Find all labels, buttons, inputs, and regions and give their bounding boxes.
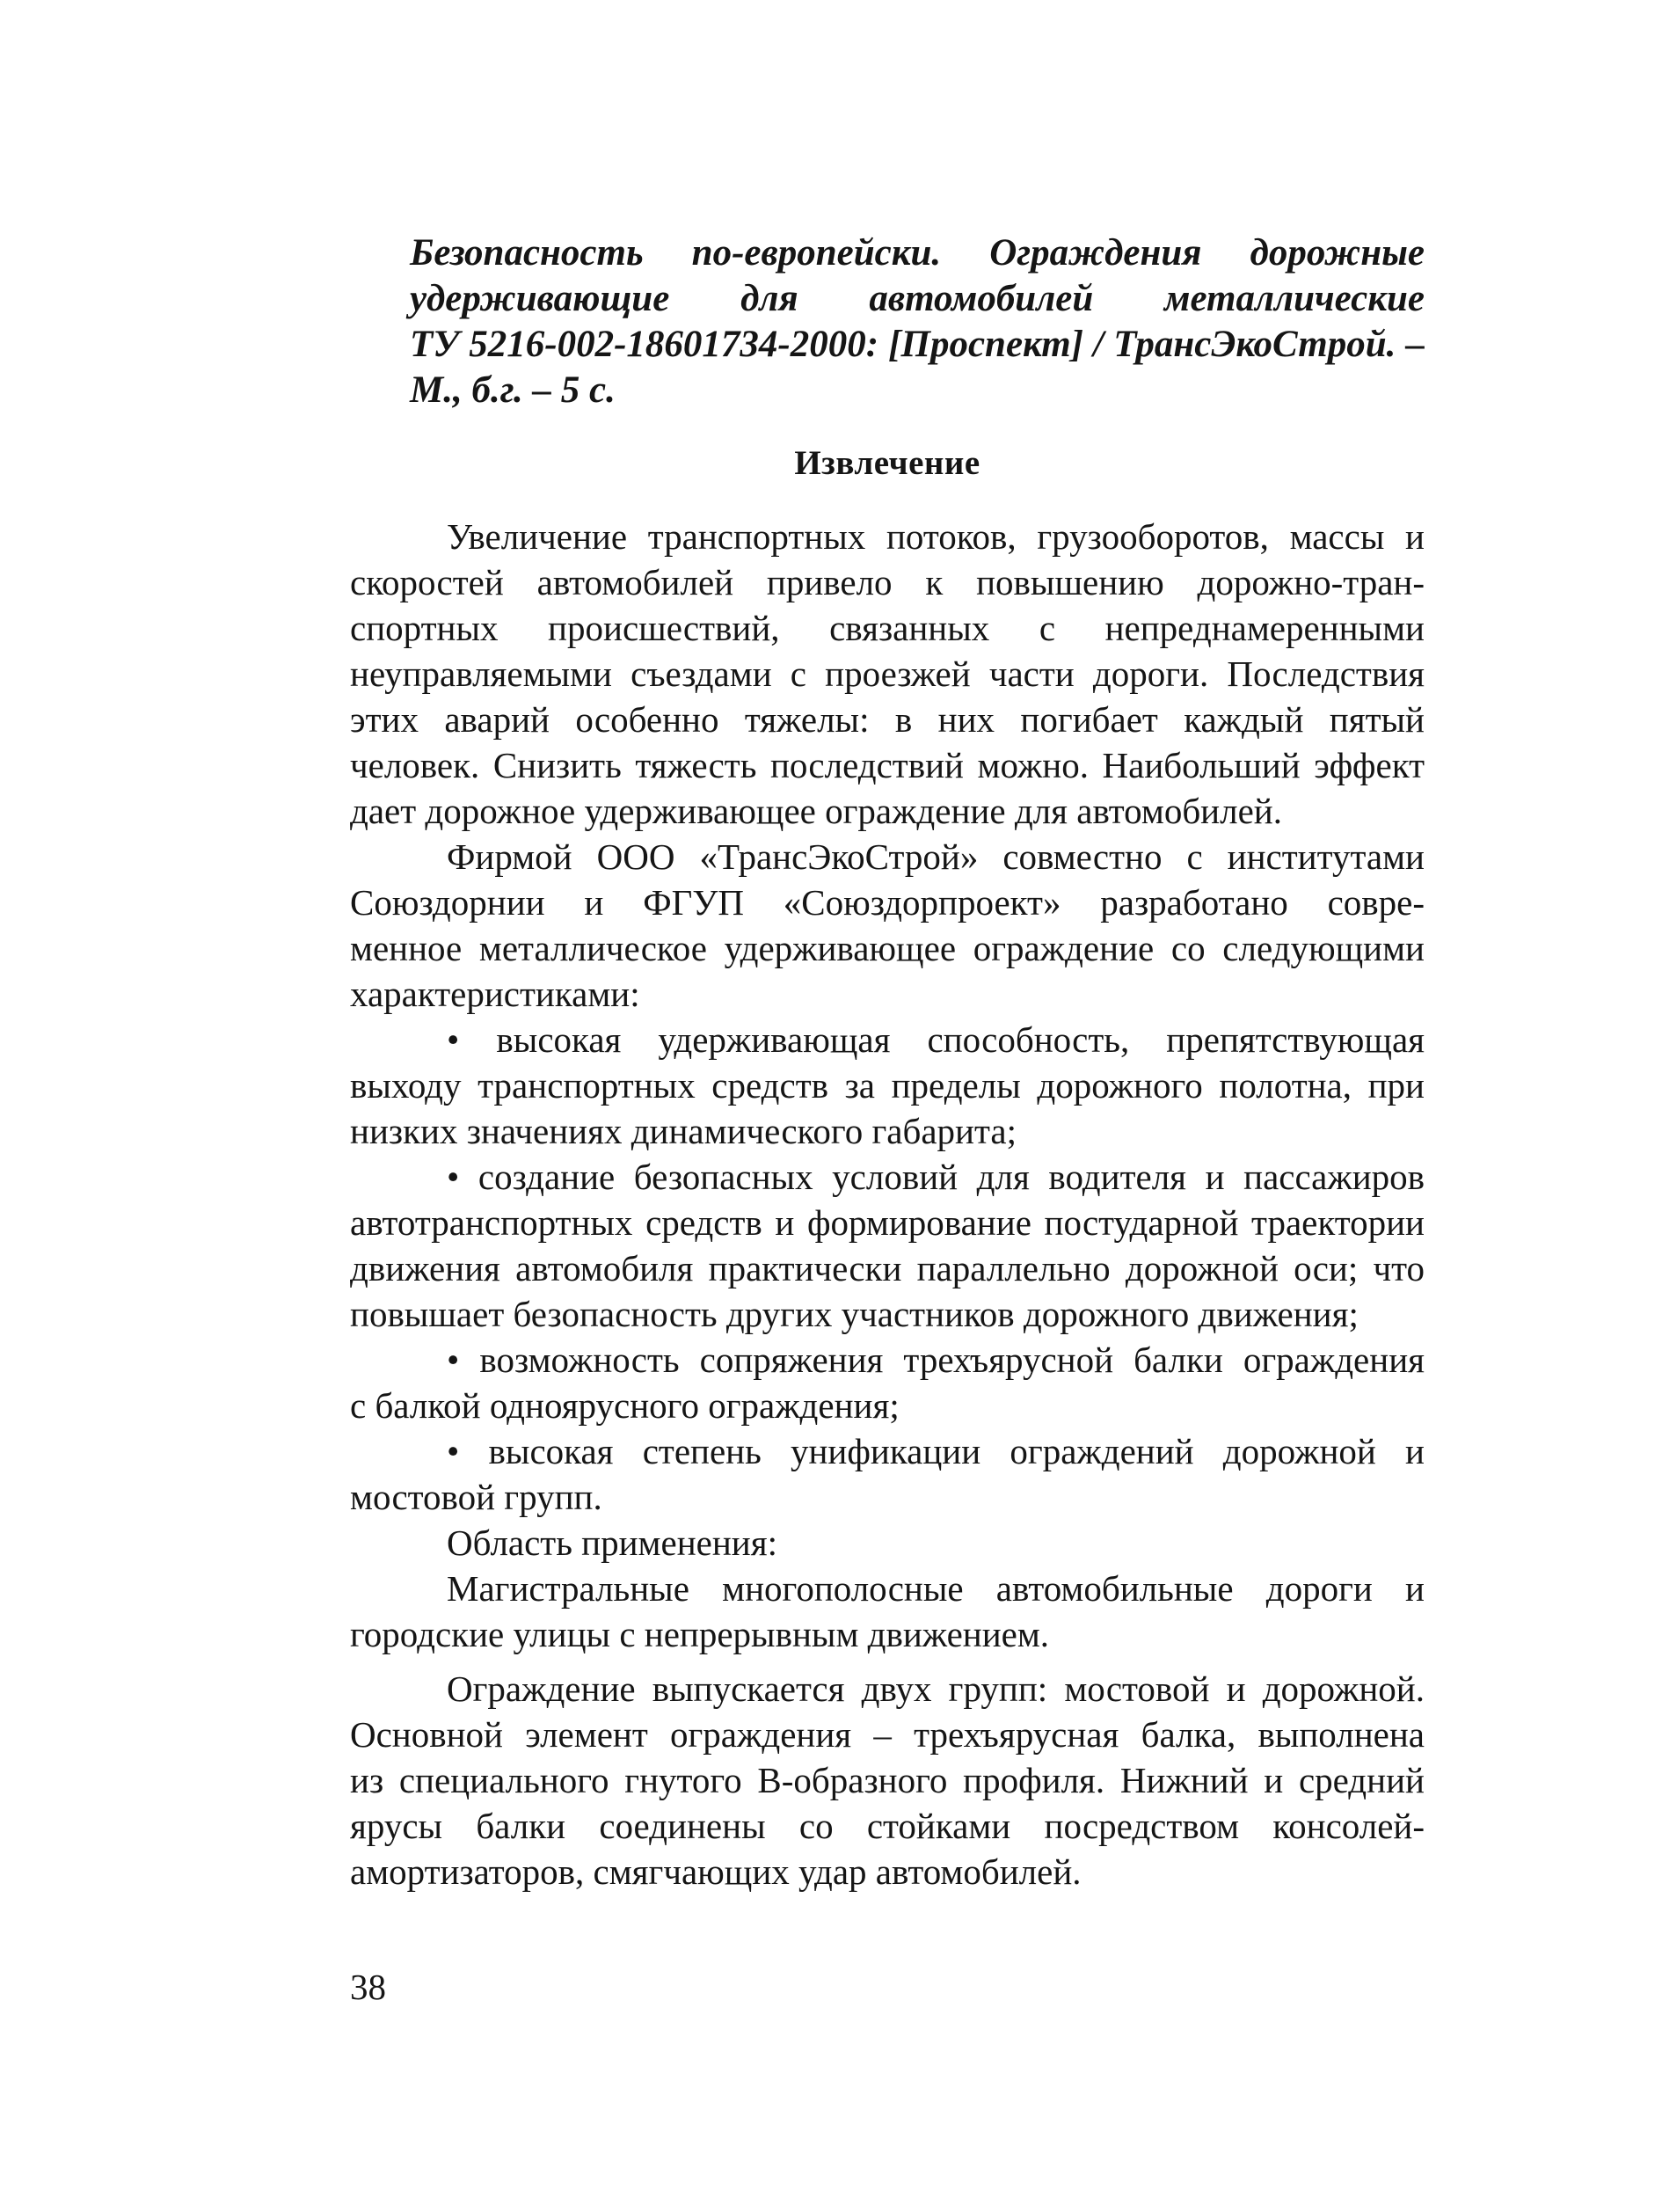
text-line: скоростей автомобилей привело к повышению дорожно-тран- bbox=[350, 562, 1425, 602]
text-line: дает дорожное удерживающее ограждение для автомобилей. bbox=[350, 791, 1282, 831]
citation-line: удерживающие для автомобилей металлические bbox=[410, 278, 1425, 319]
text-line: Фирмой ООО «ТрансЭкоСтрой» совместно с институтами bbox=[447, 836, 1425, 877]
text-line: из специального гнутого В-образного профиля. Нижний и средний bbox=[350, 1760, 1425, 1800]
paragraph bbox=[350, 1520, 1425, 1566]
text-line: • высокая удерживающая способность, препятствующая bbox=[447, 1019, 1425, 1060]
text-line: с балкой одноярусного ограждения; bbox=[350, 1385, 900, 1426]
page-number: 38 bbox=[350, 1967, 386, 2007]
text-line: человек. Снизить тяжесть последствий можно. Наибольший эффект bbox=[350, 745, 1425, 785]
text-line: городские улицы с непрерывным движением. bbox=[350, 1614, 1050, 1654]
text-line: Увеличение транспортных потоков, грузооборотов, массы и bbox=[447, 516, 1425, 557]
paragraph bbox=[350, 1666, 1425, 1894]
text-line: • создание безопасных условий для водителя и пассажиров bbox=[447, 1157, 1425, 1197]
text-line: этих аварий особенно тяжелы: в них погибает каждый пятый bbox=[350, 699, 1425, 740]
text-line: низких значениях динамического габарита; bbox=[350, 1111, 1017, 1151]
citation-line: М., б.г. – 5 с. bbox=[410, 369, 616, 411]
bullet-item bbox=[350, 1017, 1425, 1154]
bullet-item bbox=[350, 1337, 1425, 1428]
document-page bbox=[350, 230, 1425, 1894]
text-line: Основной элемент ограждения – трехъярусная балка, выполнена bbox=[350, 1714, 1425, 1755]
text-line: Союздорнии и ФГУП «Союздорпроект» разработано совре- bbox=[350, 882, 1425, 923]
section-title: Извлечение bbox=[794, 444, 980, 482]
paragraph bbox=[350, 1566, 1425, 1657]
text-line: спортных происшествий, связанных с непреднамеренными bbox=[350, 608, 1425, 648]
text-line: Область применения: bbox=[447, 1522, 777, 1563]
text-line: Магистральные многополосные автомобильные дороги и bbox=[447, 1568, 1425, 1609]
text-line: выходу транспортных средств за пределы дорожного полотна, при bbox=[350, 1065, 1425, 1106]
text-line: повышает безопасность других участников дорожного движения; bbox=[350, 1294, 1359, 1334]
text-line: • возможность сопряжения трехъярусной балки ограждения bbox=[447, 1340, 1425, 1380]
text-line: • высокая степень унификации ограждений дорожной и bbox=[447, 1431, 1425, 1471]
text-line: менное металлическое удерживающее ограждение со следующими bbox=[350, 928, 1425, 968]
body-text bbox=[350, 514, 1425, 1894]
bibliographic-citation bbox=[350, 230, 1425, 413]
bullet-item bbox=[350, 1154, 1425, 1337]
text-line: Ограждение выпускается двух групп: мостовой и дорожной. bbox=[447, 1668, 1425, 1709]
citation-line: ТУ 5216-002-18601734-2000: [Проспект] / ТрансЭкоСтрой. – bbox=[410, 324, 1425, 365]
paragraph bbox=[350, 514, 1425, 834]
paragraph bbox=[350, 834, 1425, 1017]
text-line: автотранспортных средств и формирование постударной траектории bbox=[350, 1202, 1425, 1243]
text-line: мостовой групп. bbox=[350, 1477, 602, 1517]
text-line: движения автомобиля практически параллельно дорожной оси; что bbox=[350, 1248, 1425, 1289]
citation-line: Безопасность по-европейски. Ограждения дорожные bbox=[410, 232, 1425, 274]
text-line: амортизаторов, смягчающих удар автомобилей. bbox=[350, 1851, 1082, 1892]
text-line: неуправляемыми съездами с проезжей части дороги. Последствия bbox=[350, 653, 1425, 694]
text-line: характеристиками: bbox=[350, 974, 640, 1014]
text-line: ярусы балки соединены со стойками посредством консолей- bbox=[350, 1806, 1425, 1846]
bullet-item bbox=[350, 1428, 1425, 1520]
